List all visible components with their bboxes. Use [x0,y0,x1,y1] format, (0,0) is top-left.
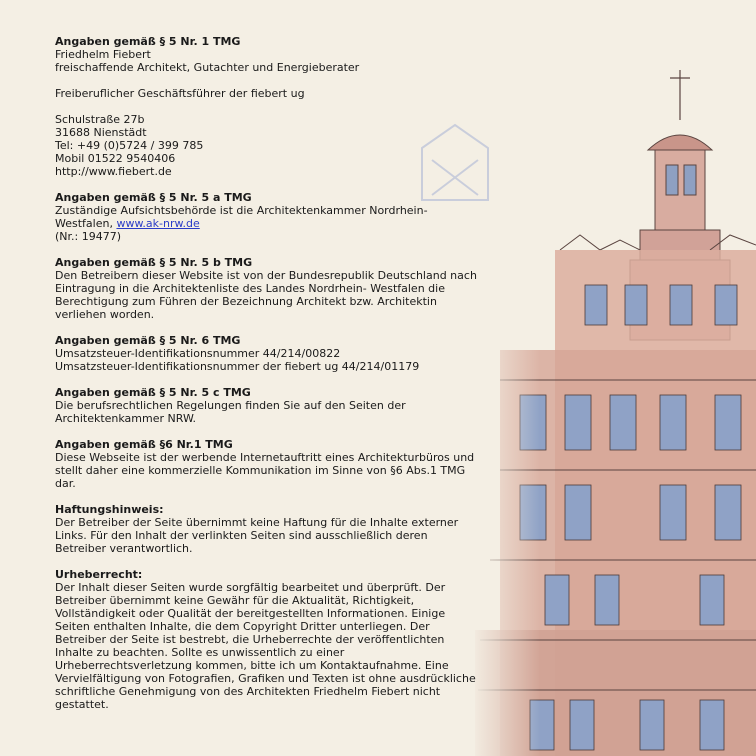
section-heading: Angaben gemäß § 5 Nr. 5 b TMG [55,256,253,269]
text-line: Zuständige Aufsichtsbehörde ist die Architektenkammer Nordrhein- [55,204,428,217]
text-line: dar. [55,477,76,490]
text-line: Umsatzsteuer-Identifikationsnummer 44/214/00822 [55,347,341,360]
text-line: (Nr.: 19477) [55,230,122,243]
section-heading: Angaben gemäß § 5 Nr. 5 a TMG [55,191,252,204]
text-line: Urheberrechtsverletzung kommen, bitte ich um Kontaktaufnahme. Eine [55,659,449,672]
imprint-content [55,35,485,724]
text-line: verliehen worden. [55,308,155,321]
text-line: Betreiber übernimmt keine Gewähr für die Aktualität, Richtigkeit, [55,594,415,607]
text-line: Der Inhalt dieser Seiten wurde sorgfältig bearbeitet und überprüft. Der [55,581,446,594]
text-line: Friedhelm Fiebert [55,48,151,61]
text-line: Betreiber der Seite ist bestrebt, die Urheberrechte der veröffentlichten [55,633,445,646]
text-line: freischaffende Architekt, Gutachter und Energieberater [55,61,360,74]
section-heading: Urheberrecht: [55,568,143,581]
text-line: Die berufsrechtlichen Regelungen finden Sie auf den Seiten der [55,399,406,412]
text-line: http://www.fiebert.de [55,165,172,178]
text-line: Inhalte zu beachten. Sollte es unwissentlich zu einer [55,646,345,659]
text-line: Freiberuflicher Geschäftsführer der fiebert ug [55,87,305,100]
imprint-section-tmg-5-6 [55,334,485,373]
link-prefix: Westfalen, [55,217,117,230]
text-line: Links. Für den Inhalt der verlinkten Seiten sind ausschließlich deren [55,529,428,542]
text-line-with-link [55,217,485,230]
imprint-section-address [55,113,485,178]
section-heading: Haftungshinweis: [55,503,164,516]
imprint-section-manager [55,87,485,100]
imprint-section-tmg-5-1 [55,35,485,74]
text-line: stellt daher eine kommerzielle Kommunikation im Sinne von §6 Abs.1 TMG [55,464,466,477]
text-line: Vollständigkeit oder Qualität der bereitgestellten Informationen. Einige [55,607,446,620]
text-line: Vervielfältigung von Fotografien, Grafiken und Texten ist ohne ausdrückliche [55,672,476,685]
imprint-section-tmg-5-5c [55,386,485,425]
section-heading: Angaben gemäß § 5 Nr. 6 TMG [55,334,241,347]
text-line: schriftliche Genehmigung von des Architekten Friedhelm Fiebert nicht [55,685,441,698]
text-line: Berechtigung zum Führen der Bezeichnung Architekt bzw. Architektin [55,295,437,308]
imprint-section-tmg-5-5b [55,256,485,321]
text-line: Seiten enthalten Inhalte, die dem Copyright Dritter unterliegen. Der [55,620,430,633]
ak-nrw-link[interactable]: www.ak-nrw.de [116,217,200,230]
section-heading: Angaben gemäß § 5 Nr. 5 c TMG [55,386,251,399]
text-line: Tel: +49 (0)5724 / 399 785 [55,139,204,152]
section-heading: Angaben gemäß § 5 Nr. 1 TMG [55,35,241,48]
imprint-section-tmg-5-5a [55,191,485,243]
text-line: Eintragung in die Architektenliste des Landes Nordrhein- Westfalen die [55,282,445,295]
text-line: Diese Webseite ist der werbende Internetauftritt eines Architekturbüros und [55,451,475,464]
text-line: Architektenkammer NRW. [55,412,197,425]
text-line: 31688 Nienstädt [55,126,147,139]
imprint-section-copyright [55,568,485,711]
text-line: Schulstraße 27b [55,113,145,126]
text-line: Den Betreibern dieser Website ist von der Bundesrepublik Deutschland nach [55,269,477,282]
text-line: Der Betreiber der Seite übernimmt keine Haftung für die Inhalte externer [55,516,459,529]
text-line: Betreiber verantwortlich. [55,542,193,555]
text-line: Mobil 01522 9540406 [55,152,176,165]
imprint-section-tmg-6-1 [55,438,485,490]
section-heading: Angaben gemäß §6 Nr.1 TMG [55,438,233,451]
text-line: Umsatzsteuer-Identifikationsnummer der fiebert ug 44/214/01179 [55,360,420,373]
imprint-section-liability [55,503,485,555]
text-line: gestattet. [55,698,109,711]
